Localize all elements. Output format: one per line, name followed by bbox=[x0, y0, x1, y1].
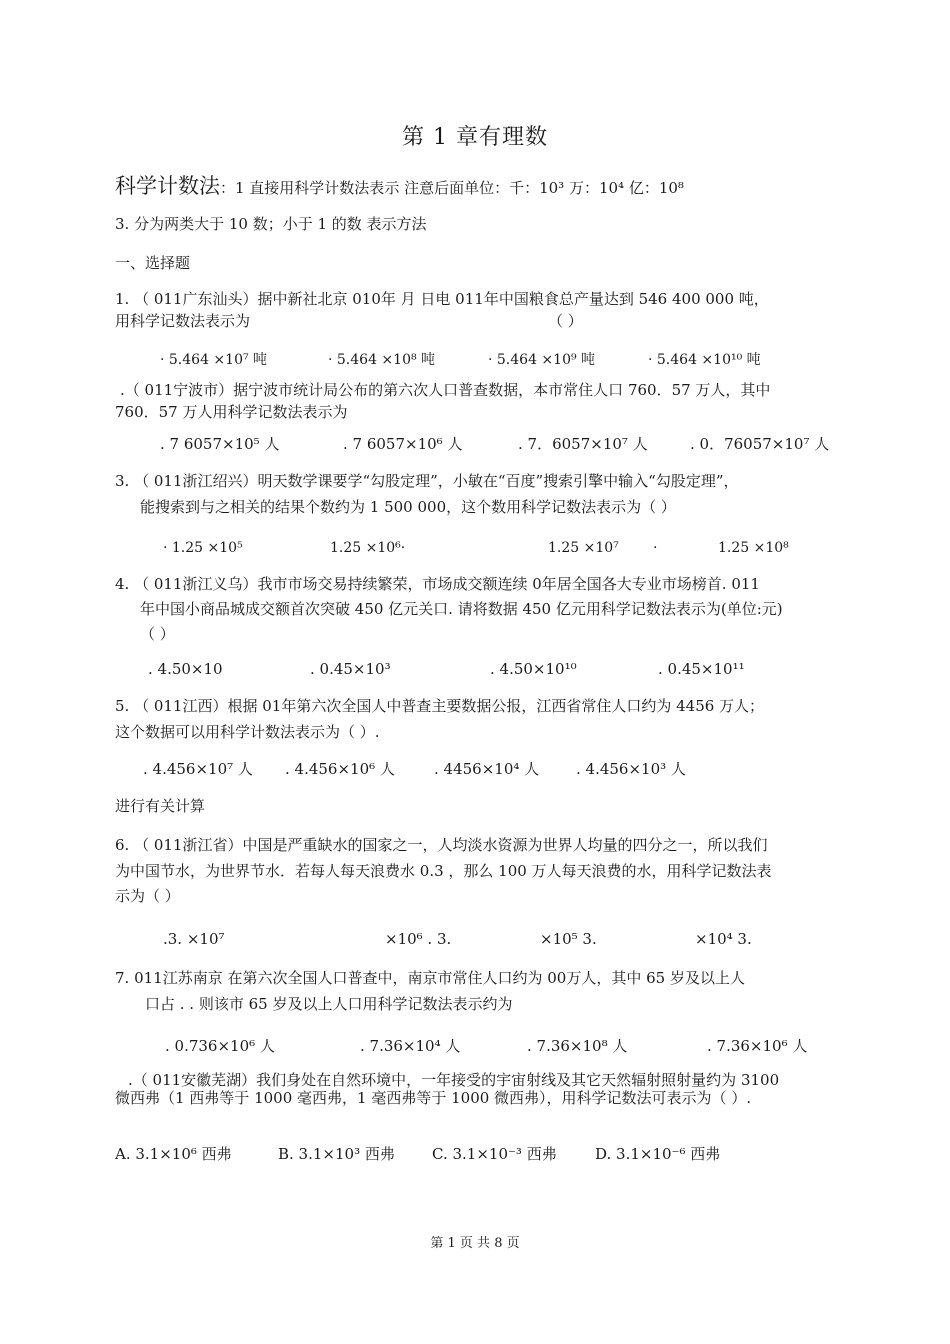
q8-option-d: D. 3.1×10⁻⁶ 西弗 bbox=[595, 1145, 721, 1163]
q1-line1: 1. （ 011广东汕头）据中新社北京 010年 月 日电 011年中国粮食总产量达到 546 400 000 吨， bbox=[115, 290, 769, 308]
intro-heading bbox=[115, 170, 684, 200]
q5-option-c: . 4456×10⁴ 人 bbox=[434, 760, 540, 778]
q4-option-b: . 0.45×10³ bbox=[310, 660, 391, 678]
q8-option-b: B. 3.1×10³ 西弗 bbox=[278, 1145, 395, 1163]
q4-line2: 年中国小商品城成交额首次突破 450 亿元关口. 请将数据 450 亿元用科学记数法表示为(单位:元) bbox=[140, 600, 783, 618]
q8-option-c: C. 3.1×10⁻³ 西弗 bbox=[432, 1145, 557, 1163]
q2-option-b: . 7 6057×10⁶ 人 bbox=[343, 435, 463, 453]
q6-option-d: ×10⁴ 3. bbox=[695, 930, 752, 948]
q6-option-b: ×10⁶ . 3. bbox=[385, 930, 452, 948]
q3-line1: 3. （ 011浙江绍兴）明天数学课要学“勾股定理”，小敏在“百度”搜索引擎中输入“勾股定理”， bbox=[115, 472, 739, 490]
q3-option-d: 1.25 ×10⁸ bbox=[718, 540, 789, 556]
intro-line2: 3. 分为两类大于 10 数；小于 1 的数 表示方法 bbox=[115, 215, 427, 233]
q4-option-d: . 0.45×10¹¹ bbox=[658, 660, 745, 678]
q2-line1: .（ 011宁波市）据宁波市统计局公布的第六次人口普查数据，本市常住人口 760．57 万人，其中 bbox=[120, 381, 771, 399]
q6-option-c: ×10⁵ 3. bbox=[540, 930, 597, 948]
q6-line2: 为中国节水，为世界节水．若每人每天浪费水 0.3 ，那么 100 万人每天浪费的水，用科学记数法表 bbox=[115, 862, 772, 880]
q7-line1: 7. 011江苏南京 在第六次全国人口普查中，南京市常住人口约为 00万人，其中 65 岁及以上人 bbox=[115, 969, 745, 987]
intro-heading-text: 科学计数法 bbox=[115, 174, 220, 198]
q3-option-c: 1.25 ×10⁷ bbox=[548, 540, 619, 556]
q4-line1: 4. （ 011浙江义乌）我市市场交易持续繁荣，市场成交额连续 0年居全国各大专业市场榜首. 011 bbox=[115, 575, 760, 593]
q2-option-d: . 0．76057×10⁷ 人 bbox=[690, 435, 830, 453]
q4-option-a: . 4.50×10 bbox=[148, 660, 223, 678]
q5-line2: 这个数据可以用科学计数法表示为（ ）. bbox=[115, 723, 380, 741]
q7-option-d: . 7.36×10⁶ 人 bbox=[707, 1037, 808, 1055]
q3-line2: 能搜索到与之相关的结果个数约为 1 500 000，这个数用科学记数法表示为（ ） bbox=[140, 498, 676, 516]
q8-option-a: A. 3.1×10⁶ 西弗 bbox=[115, 1145, 232, 1163]
q5-option-d: . 4.456×10³ 人 bbox=[576, 760, 686, 778]
q4-line3: （ ） bbox=[140, 625, 175, 643]
q2-option-a: . 7 6057×10⁵ 人 bbox=[160, 435, 280, 453]
q4-option-c: . 4.50×10¹⁰ bbox=[490, 660, 577, 678]
q7-option-b: . 7.36×10⁴ 人 bbox=[360, 1037, 461, 1055]
q7-line2: 口占 . . 则该市 65 岁及以上人口用科学记数法表示约为 bbox=[145, 995, 513, 1013]
q1-option-b: · 5.464 ×10⁸ 吨 bbox=[328, 352, 436, 368]
q2-line2: 760．57 万人用科学记数法表示为 bbox=[115, 403, 348, 421]
q3-option-dot: · bbox=[653, 540, 658, 556]
q7-option-a: . 0.736×10⁶ 人 bbox=[165, 1037, 275, 1055]
section-calculation: 进行有关计算 bbox=[115, 797, 206, 815]
q3-option-b: 1.25 ×10⁶· bbox=[330, 540, 406, 556]
q1-option-d: · 5.464 ×10¹⁰ 吨 bbox=[648, 352, 761, 368]
intro-line1: ：1 直接用科学计数法表示 注意后面单位：千：10³ 万：10⁴ 亿：10⁸ bbox=[220, 179, 684, 197]
page-title: 第 1 章有理数 bbox=[402, 125, 548, 150]
q1-line2: 用科学记数法表示为 bbox=[115, 312, 251, 330]
q8-line1: .（ 011安徽芜湖）我们身处在自然环境中，一年接受的宇宙射线及其它天然辐射照射量约为 3100 bbox=[128, 1071, 780, 1089]
q5-option-a: . 4.456×10⁷ 人 bbox=[143, 760, 253, 778]
section-choice: 一、选择题 bbox=[115, 254, 191, 272]
q5-line1: 5. （ 011江西）根据 01年第六次全国人中普查主要数据公报，江西省常住人口约为 4456 万人； bbox=[115, 697, 765, 715]
q1-option-c: · 5.464 ×10⁹ 吨 bbox=[488, 352, 596, 368]
q7-option-c: . 7.36×10⁸ 人 bbox=[527, 1037, 628, 1055]
q3-option-a: · 1.25 ×10⁵ bbox=[163, 540, 243, 556]
q6-option-a: .3. ×10⁷ bbox=[163, 930, 225, 948]
page-footer: 第 1 页 共 8 页 bbox=[430, 1236, 520, 1251]
q6-line1: 6. （ 011浙江省）中国是严重缺水的国家之一，人均淡水资源为世界人均量的四分之一，所以我们 bbox=[115, 836, 768, 854]
q5-option-b: . 4.456×10⁶ 人 bbox=[285, 760, 395, 778]
q8-line2: 微西弗（1 西弗等于 1000 毫西弗，1 毫西弗等于 1000 微西弗），用科学记数法可表示为（ ）. bbox=[115, 1089, 752, 1107]
q6-line3: 示为（ ） bbox=[115, 887, 180, 905]
q1-option-a: · 5.464 ×10⁷ 吨 bbox=[160, 352, 268, 368]
q2-option-c: . 7．6057×10⁷ 人 bbox=[518, 435, 648, 453]
q1-paren: （ ） bbox=[548, 312, 583, 330]
